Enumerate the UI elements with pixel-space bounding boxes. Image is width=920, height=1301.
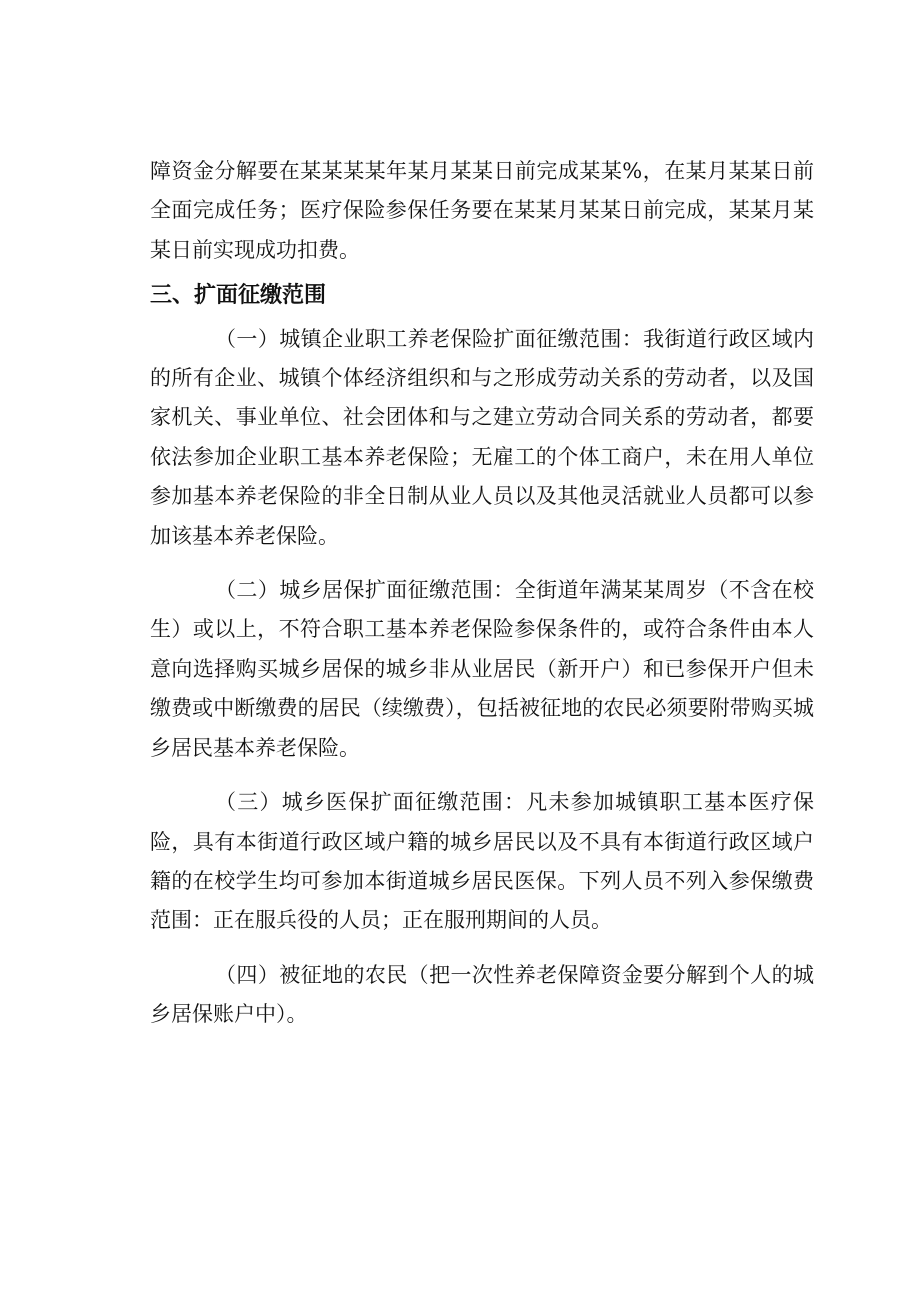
paragraph-item-3: （三）城乡医保扩面征缴范围：凡未参加城镇职工基本医疗保险，具有本街道行政区域户籍的城乡居民以及不具有本街道行政区域户籍的在校学生均可参加本街道城乡居民医保。下列人员不列入参保缴费范围：正在服兵役的人员；正在服刑期间的人员。: [150, 790, 814, 933]
intro-paragraph: 障资金分解要在某某某某年某月某某日前完成某某%，在某月某某日前全面完成任务；医疗保险参保任务要在某某月某某日前完成，某某月某某日前实现成功扣费。: [150, 159, 814, 262]
paragraph-item-4: （四）被征地的农民（把一次性养老保障资金要分解到个人的城乡居保账户中）。: [150, 962, 814, 1027]
paragraph-item-2: （二）城乡居保扩面征缴范围：全街道年满某某周岁（不含在校生）或以上，不符合职工基本养老保险参保条件的，或符合条件由本人意向选择购买城乡居保的城乡非从业居民（新开户）和已参保开户但未缴费或中断缴费的居民（续缴费），包括被征地的农民必须要附带购买城乡居民基本养老保险。: [150, 578, 814, 760]
section-heading: 三、扩面征缴范围: [150, 283, 327, 309]
document-body: [150, 152, 814, 1035]
paragraph-item-1: （一）城镇企业职工养老保险扩面征缴范围：我街道行政区域内的所有企业、城镇个体经济组织和与之形成劳动关系的劳动者，以及国家机关、事业单位、社会团体和与之建立劳动合同关系的劳动者，都要依法参加企业职工基本养老保险；无雇工的个体工商户，未在用人单位参加基本养老保险的非全日制从业人员以及其他灵活就业人员都可以参加该基本养老保险。: [150, 326, 814, 548]
